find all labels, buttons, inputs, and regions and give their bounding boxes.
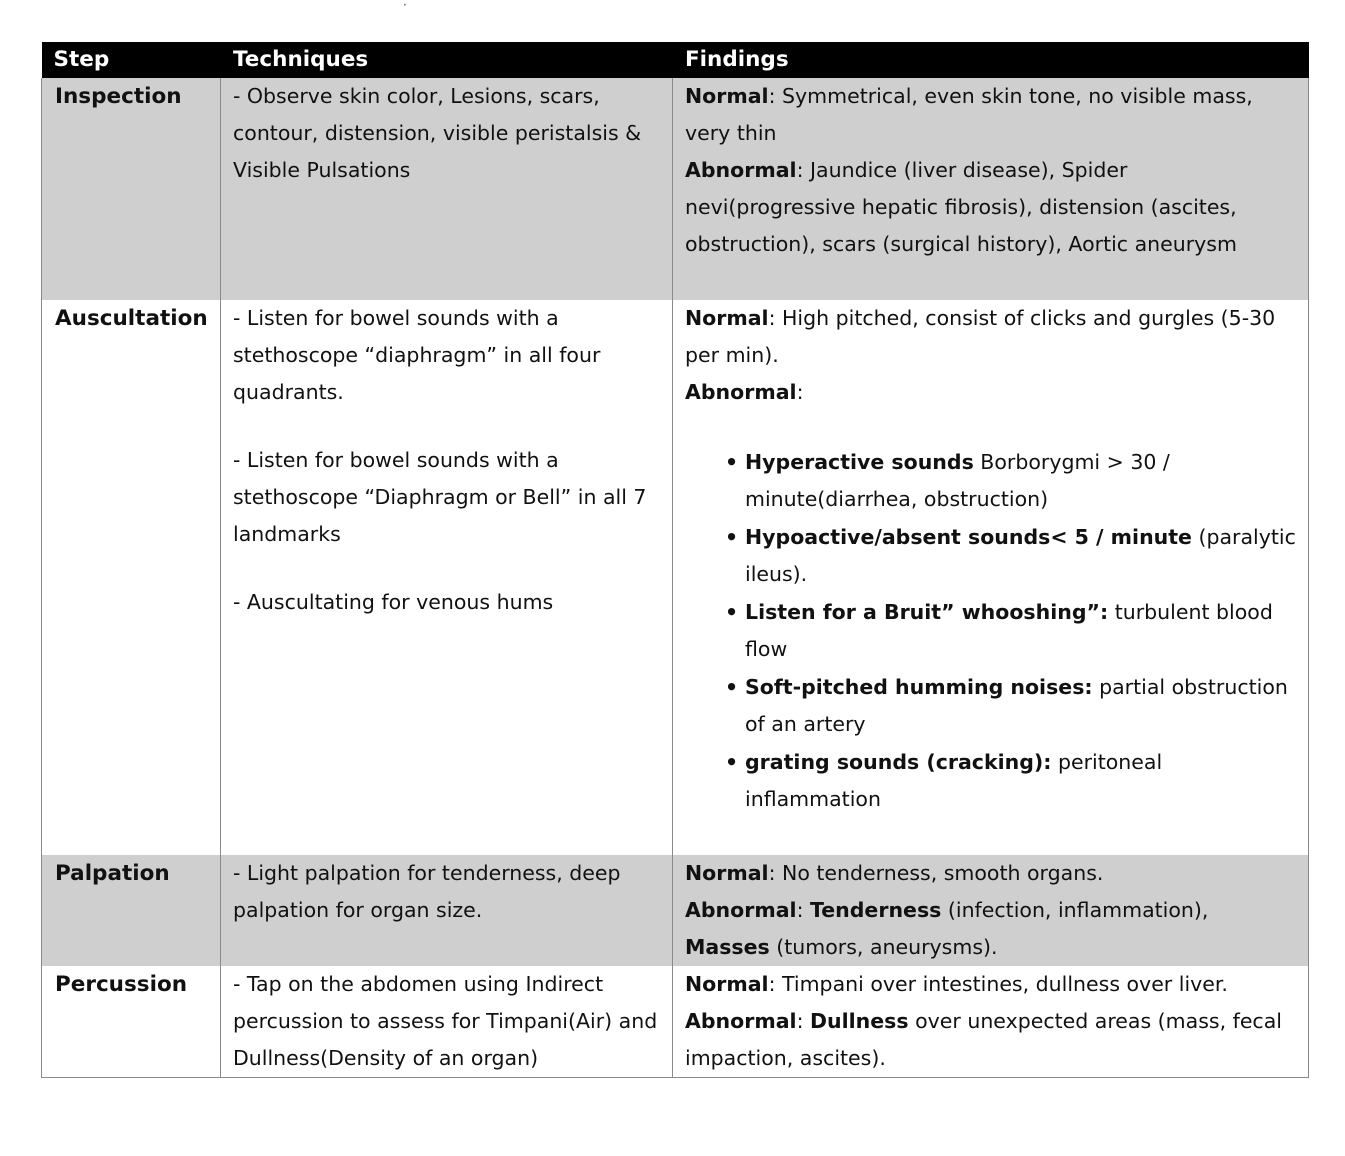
list-item-term: grating sounds (cracking):	[745, 750, 1052, 774]
list-item-term: Soft-pitched humming noises:	[745, 675, 1093, 699]
normal-label: Normal	[685, 306, 769, 330]
abnormal-text: (tumors, aneurysms).	[769, 935, 998, 959]
normal-label: Normal	[685, 861, 769, 885]
abnormal-label: Abnormal	[685, 1009, 797, 1033]
normal-finding	[685, 855, 1296, 892]
technique-cell: - Light palpation for tenderness, deep palpation for organ size.	[221, 855, 673, 966]
abnormal-text: (infection, inflammation),	[941, 898, 1209, 922]
list-item-detail: (paralytic ileus).	[745, 525, 1296, 586]
findings-cell	[673, 78, 1309, 300]
abnormal-sounds-list	[685, 444, 1296, 818]
list-item	[725, 519, 1296, 593]
table-row-palpation	[42, 855, 1309, 966]
list-item	[725, 594, 1296, 668]
abnormal-text: over unexpected areas (mass, fecal impaction, ascites).	[685, 1009, 1282, 1070]
abnormal-term: Tenderness	[810, 898, 942, 922]
abnormal-term: Dullness	[810, 1009, 909, 1033]
header-findings: Findings	[673, 42, 1309, 78]
abnormal-text: :	[796, 380, 804, 404]
technique-cell: - Observe skin color, Lesions, scars, contour, distension, visible peristalsis & Visible Pulsations	[221, 78, 673, 300]
list-item-detail: peritoneal inflammation	[745, 750, 1163, 811]
abnormal-finding	[685, 152, 1296, 263]
list-item-detail: Borborygmi > 30 / minute(diarrhea, obstruction)	[745, 450, 1170, 511]
findings-cell	[673, 855, 1309, 966]
list-item-detail: partial obstruction of an artery	[745, 675, 1288, 736]
abnormal-label: Abnormal	[685, 380, 797, 404]
list-item-detail: turbulent blood flow	[745, 600, 1273, 661]
normal-text: : Symmetrical, even skin tone, no visible mass, very thin	[685, 84, 1253, 145]
list-item	[725, 669, 1296, 743]
technique-paragraph: - Listen for bowel sounds with a stethoscope “Diaphragm or Bell” in all 7 landmarks	[233, 448, 647, 546]
list-item-term: Listen for a Bruit” whooshing”:	[745, 600, 1109, 624]
list-item-term: Hyperactive sounds	[745, 450, 974, 474]
normal-text: : High pitched, consist of clicks and gurgles (5-30 per min).	[685, 306, 1276, 367]
findings-cell	[673, 966, 1309, 1078]
table-header-row	[42, 42, 1309, 78]
abnormal-finding	[685, 892, 1296, 966]
table-row-auscultation	[42, 300, 1309, 855]
abnormal-text: : Jaundice (liver disease), Spider nevi(progressive hepatic fibrosis), distension (ascites, obstruction), scars (surgical history), Aortic aneurysm	[685, 158, 1237, 256]
normal-text: : Timpani over intestines, dullness over liver.	[768, 972, 1228, 996]
header-techniques: Techniques	[221, 42, 673, 78]
list-item	[725, 444, 1296, 518]
abnormal-label: Abnormal	[685, 158, 797, 182]
normal-finding	[685, 966, 1296, 1003]
abnormal-separator: :	[796, 1009, 810, 1033]
list-item-term: Hypoactive/absent sounds< 5 / minute	[745, 525, 1192, 549]
normal-text: : No tenderness, smooth organs.	[768, 861, 1104, 885]
technique-paragraph: - Listen for bowel sounds with a stethoscope “diaphragm” in all four quadrants.	[233, 306, 601, 404]
abnormal-separator: :	[796, 898, 810, 922]
abnormal-finding	[685, 1003, 1296, 1077]
normal-finding	[685, 300, 1296, 374]
abnormal-finding	[685, 374, 1296, 411]
table-row-percussion	[42, 966, 1309, 1078]
list-item	[725, 744, 1296, 818]
abnormal-label: Abnormal	[685, 898, 797, 922]
normal-finding	[685, 78, 1296, 152]
abnormal-term: Masses	[685, 935, 770, 959]
technique-cell	[221, 300, 673, 855]
table-row-inspection	[42, 78, 1309, 300]
step-cell: Inspection	[42, 78, 221, 300]
header-step: Step	[42, 42, 221, 78]
technique-cell: - Tap on the abdomen using Indirect percussion to assess for Timpani(Air) and Dullness(Density of an organ)	[221, 966, 673, 1078]
abdominal-assessment-table	[41, 42, 1309, 1078]
technique-paragraph: - Auscultating for venous hums	[233, 590, 554, 614]
findings-cell	[673, 300, 1309, 855]
normal-label: Normal	[685, 972, 769, 996]
step-cell: Auscultation	[42, 300, 221, 855]
step-cell: Percussion	[42, 966, 221, 1078]
normal-label: Normal	[685, 84, 769, 108]
step-cell: Palpation	[42, 855, 221, 966]
stray-mark: ·	[403, 0, 407, 12]
